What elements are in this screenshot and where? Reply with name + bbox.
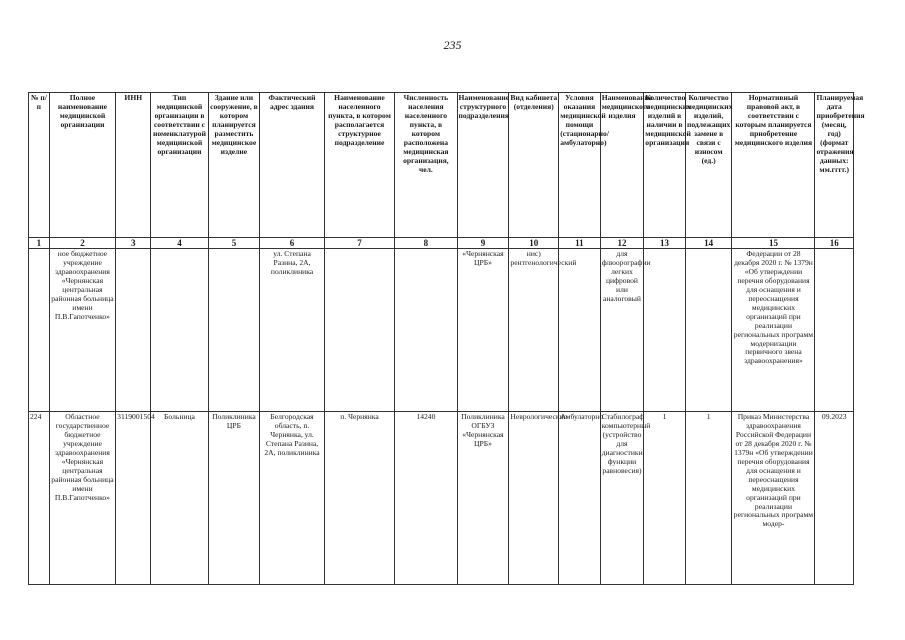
column-header: Планируемая дата приобретения (месяц, год) (формат отражения данных: мм.гггг.) [815,93,854,238]
column-number: 5 [208,238,260,249]
equipment-table [28,92,865,585]
column-number: 1 [29,238,50,249]
table-cell [559,249,601,412]
column-number: 3 [116,238,151,249]
column-number: 15 [732,238,815,249]
table-cell: 14240 [395,412,457,585]
column-number: 10 [509,238,559,249]
column-number: 6 [260,238,324,249]
table-cell: Неврологические [509,412,559,585]
table-cell [116,249,151,412]
column-header: Здание или сооружение, в котором планируется разместить медицинское изделие [208,93,260,238]
column-header: Условия оказания медицинской помощи (стационарно/амбулаторно) [559,93,601,238]
table-cell [29,249,50,412]
table-cell: Стабилограф компьютерный (устройство для диагностики функции равновесия) [600,412,644,585]
column-header: ИНН [116,93,151,238]
column-header: Численность населения населенного пункта, в котором расположена медицинская организация, чел. [395,93,457,238]
column-number: 9 [457,238,509,249]
table-cell: Федерации от 28 декабря 2020 г. № 1379н «Об утверждении перечня оборудования для оснащения и переоснащения медицинских организаций при реализации региональных программ модернизации первичного звена здравоохранения» [732,249,815,412]
column-header: № п/п [29,93,50,238]
table-cell: 1 [685,412,732,585]
column-header: Тип медицинской организации в соответствии с номенклатурой медицинской организации [151,93,208,238]
column-header: Фактический адрес здания [260,93,324,238]
column-number: 12 [600,238,644,249]
column-header: Количество медицинских изделий, подлежащих замене в связи с износом (ед.) [685,93,732,238]
table-cell [685,249,732,412]
column-header: Нормативный правовой акт, в соответствии с которым планируется приобретение медицинского изделия [732,93,815,238]
table-cell [395,249,457,412]
table-cell [208,249,260,412]
column-number: 4 [151,238,208,249]
column-number: 11 [559,238,601,249]
table-cell: Белгородская область, п. Чернянка, ул. Степана Разина, 2А, поликлиника [260,412,324,585]
table-cell: Областное государственное бюджетное учреждение здравоохранения «Чернянская центральная районная больница имени П.В.Гапотченко» [49,412,115,585]
column-header: Наименование медицинского изделия [600,93,644,238]
page-number: 235 [443,38,462,52]
table-cell: Приказ Министерства здравоохранения Российской Федерации от 28 декабря 2020 г. № 1379н «Об утверждении перечня оборудования для оснащения и переоснащения медицинских организаций при реализации региональных программ модер- [732,412,815,585]
table-cell [151,249,208,412]
column-number-row [29,238,854,249]
table-cell: п. Чернянка [324,412,395,585]
table-cell: 09.2023 [815,412,854,585]
table-cell [324,249,395,412]
column-header: Вид кабинета (отделения) [509,93,559,238]
table-cell: Больница [151,412,208,585]
column-number: 16 [815,238,854,249]
table-cell: для флюорографии легких цифровой или аналоговый [600,249,644,412]
column-number: 14 [685,238,732,249]
column-header: Количество медицинских изделий в наличии в медицинской организации [644,93,686,238]
column-number: 13 [644,238,686,249]
column-header: Наименование населенного пункта, в котором располагается структурное подразделение [324,93,395,238]
table-cell: Амбулаторно [559,412,601,585]
column-number: 7 [324,238,395,249]
table-cell [815,249,854,412]
column-number: 8 [395,238,457,249]
column-header: Наименование структурного подразделения [457,93,509,238]
table-cell: «Чернянская ЦРБ» [457,249,509,412]
table-row [29,412,854,585]
table-cell: 224 [29,412,50,585]
header-row [29,93,854,238]
column-number: 2 [49,238,115,249]
table-cell: Поликлиника ОГБУЗ «Чернянская ЦРБ» [457,412,509,585]
table-cell: нис) рентгенологический [509,249,559,412]
table-cell [644,249,686,412]
table-cell: Поликлиника ЦРБ [208,412,260,585]
table-cell: ное бюджетное учреждение здравоохранения «Чернянская центральная районная больница имени П.В.Гапотченко» [49,249,115,412]
table-row [29,249,854,412]
table-cell: ул. Степана Разина, 2А, поликлиника [260,249,324,412]
table-cell: 1 [644,412,686,585]
column-header: Полное наименование медицинской организации [49,93,115,238]
table-cell: 3119001504 [116,412,151,585]
